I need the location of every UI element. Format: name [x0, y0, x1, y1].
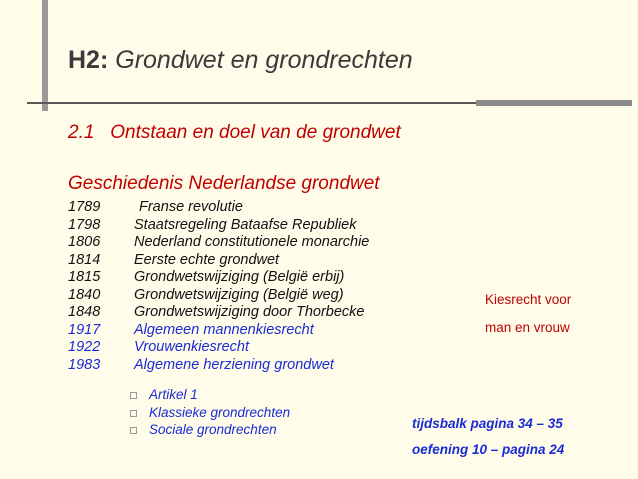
- timeline-year: 1806: [68, 234, 101, 250]
- timeline-event: Eerste echte grondwet: [134, 251, 280, 268]
- timeline-year: 1848: [68, 304, 101, 320]
- kiesrecht-line-2: man en vrouw: [485, 320, 570, 335]
- square-bullet-icon: [130, 392, 137, 399]
- section-heading: 2.1 Ontstaan en doel van de grondwet: [68, 122, 401, 143]
- square-bullet-icon: [130, 410, 137, 417]
- sub-item: [130, 404, 290, 422]
- timeline-event: Algemeen mannenkiesrecht: [134, 321, 314, 338]
- timeline-year: 1922: [68, 339, 101, 355]
- timeline-event: Algemene herziening grondwet: [134, 356, 334, 373]
- timeline-year: 1840: [68, 286, 101, 303]
- timeline-year: 1917: [68, 321, 101, 338]
- sub-item: [130, 386, 290, 404]
- timeline-year: 1815: [68, 269, 101, 285]
- timeline-event: Grondwetswijziging door Thorbecke: [134, 304, 365, 320]
- title-text: Grondwet en grondrechten: [115, 46, 413, 74]
- timeline-year: 1798: [68, 216, 101, 233]
- sub-item-label: Sociale grondrechten: [149, 422, 277, 437]
- sub-item-list: [130, 386, 290, 439]
- timeline-event: Grondwetswijziging (België erbij): [134, 269, 345, 285]
- timeline-year: 1789: [68, 199, 101, 215]
- timeline-year: 1814: [68, 251, 101, 268]
- slide-title: [68, 46, 413, 75]
- title-divider-accent: [476, 100, 632, 106]
- title-prefix: H2:: [68, 46, 109, 74]
- sub-item: [130, 421, 290, 439]
- timeline-event: Vrouwenkiesrecht: [134, 339, 249, 355]
- kiesrecht-note: [485, 286, 571, 342]
- sub-item-label: Artikel 1: [149, 387, 198, 402]
- page-references: [412, 411, 564, 463]
- history-heading: Geschiedenis Nederlandse grondwet: [68, 173, 380, 194]
- kiesrecht-line-1: Kiesrecht voor: [485, 292, 572, 307]
- square-bullet-icon: [130, 427, 137, 434]
- timeline-event: Grondwetswijziging (België weg): [134, 286, 344, 303]
- sub-item-label: Klassieke grondrechten: [149, 404, 291, 420]
- ref-timeline: tijdsbalk pagina 34 – 35: [412, 416, 563, 431]
- ref-exercise: oefening 10 – pagina 24: [412, 442, 565, 457]
- timeline-event: Nederland constitutionele monarchie: [134, 234, 370, 250]
- timeline-year: 1983: [68, 356, 101, 373]
- decorative-left-bar: [42, 0, 48, 111]
- timeline-event: Franse revolutie: [139, 199, 243, 215]
- timeline-event: Staatsregeling Bataafse Republiek: [134, 216, 357, 233]
